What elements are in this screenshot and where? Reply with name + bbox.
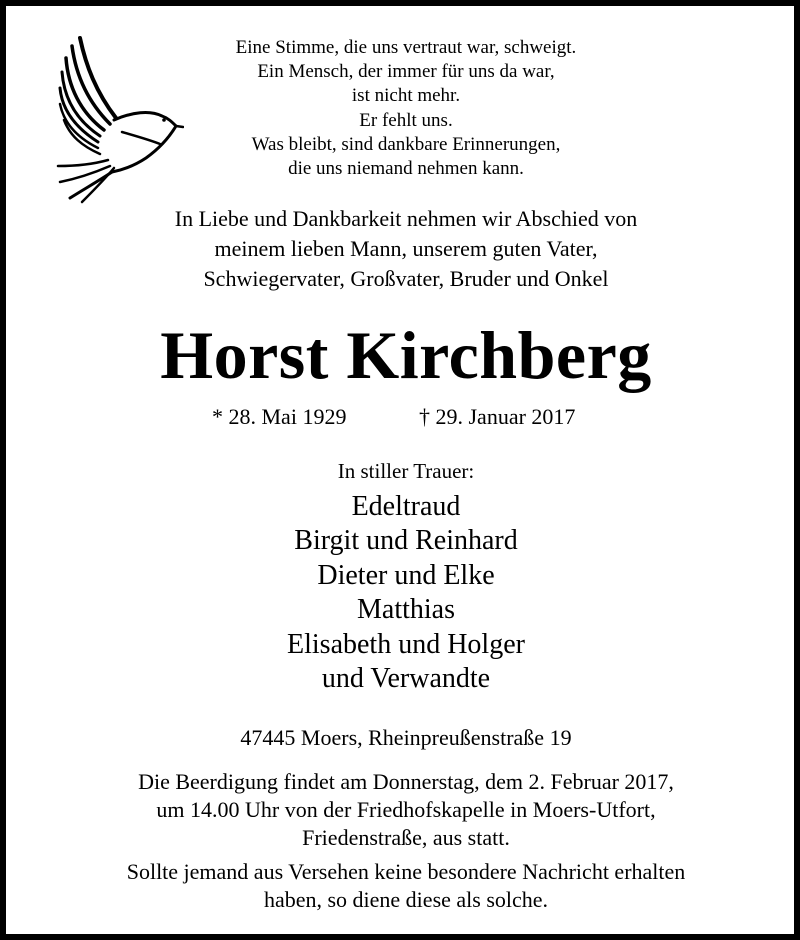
birth-date: * 28. Mai 1929 <box>212 404 347 429</box>
deceased-name: Horst Kirchberg <box>160 317 652 393</box>
mourner-name: Edeltraud <box>351 491 461 522</box>
family-address: 47445 Moers, Rheinpreußenstraße 19 <box>240 725 572 750</box>
funeral-line: Friedenstraße, aus statt. <box>302 824 510 850</box>
mourner-name: Birgit und Reinhard <box>294 525 518 557</box>
mourner-name: Dieter und Elke <box>317 559 495 591</box>
funeral-line: um 14.00 Uhr von der Friedhofskapelle in Moers-Utfort, <box>156 796 656 822</box>
poem-line: Eine Stimme, die uns vertraut war, schweigt. <box>235 37 577 58</box>
farewell-line: Schwiegervater, Großvater, Bruder und Onkel <box>203 266 609 291</box>
poem-line: Ein Mensch, der immer für uns da war, <box>257 61 555 83</box>
farewell-text <box>66 204 746 294</box>
death-date: † 29. Januar 2017 <box>419 404 576 429</box>
funeral-line: Die Beerdigung findet am Donnerstag, dem 2. Februar 2017, <box>138 769 674 794</box>
poem <box>166 36 646 181</box>
mourning-label: In stiller Trauer: <box>337 459 475 483</box>
poem-line: Was bleibt, sind dankbare Erinnerungen, <box>251 133 561 155</box>
dove-icon <box>52 32 184 204</box>
mourner-name: Matthias <box>357 594 455 626</box>
farewell-line: In Liebe und Dankbarkeit nehmen wir Abschied von <box>174 206 638 231</box>
farewell-line: meinem lieben Mann, unserem guten Vater, <box>214 236 598 261</box>
note-line: Sollte jemand aus Versehen keine besondere Nachricht erhalten <box>126 859 686 884</box>
mourners-list <box>106 490 706 696</box>
poem-line: Er fehlt uns. <box>359 109 453 131</box>
notification-note <box>46 858 766 914</box>
poem-line: die uns niemand nehmen kann. <box>288 158 524 180</box>
mourner-name: Elisabeth und Holger <box>287 628 525 660</box>
mourner-name: und Verwandte <box>321 663 491 695</box>
note-line: haben, so diene diese als solche. <box>263 887 549 912</box>
funeral-info <box>46 768 766 851</box>
poem-line: ist nicht mehr. <box>351 85 461 107</box>
